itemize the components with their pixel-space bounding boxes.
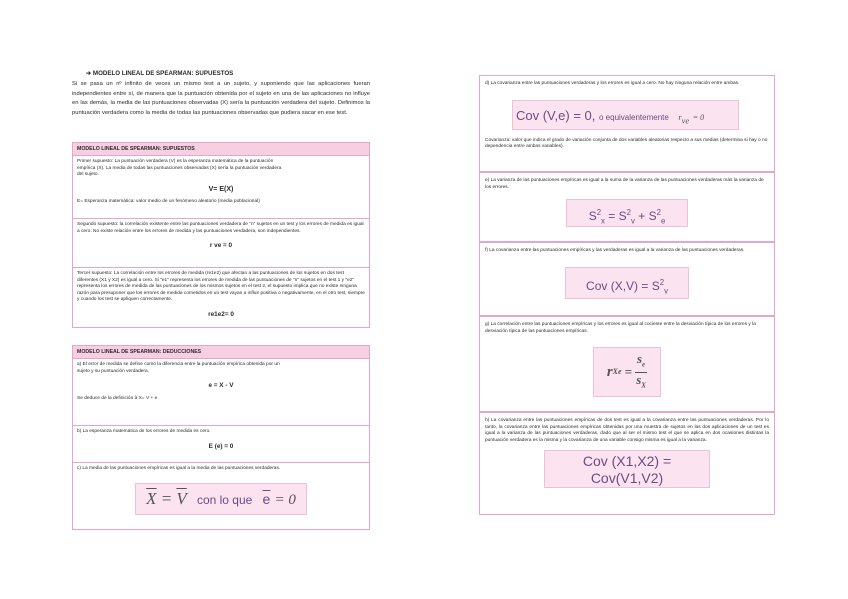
deduccion-f-equation: Cov $(X,V) = S^2_v$ xyxy=(565,267,689,299)
deduccion-c xyxy=(73,463,369,518)
deduccion-e-equation: $S^2_x = S^2_v + S^2_e$ xyxy=(566,199,688,227)
fraction: $\frac{s_e}{s_X}$ xyxy=(636,351,646,390)
deduccion-d-text: d) La covarianza entre las puntuaciones verdaderas y los errores es igual a cero. No hay ninguna relación entre ambas. xyxy=(485,81,740,86)
supuestos-title: MODELO LINEAL DE SPEARMAN: SUPUESTOS xyxy=(73,143,369,156)
supuesto-2 xyxy=(73,219,369,268)
intro-paragraph: Si se pasa un nº infinito de veces un mismo test a un sujeto, y suponiendo que las aplicaciones fueran independientes entre sí, de manera que la puntuación obtenida por el sujeto en una de las aplicaciones no influye en las demás, la media de las puntuaciones observadas (X) sería la puntuación verdadera del sujeto. Definimos la puntuación verdadera como la media de todas las puntuaciones observadas que pudiera sacar en ese test. xyxy=(72,81,370,116)
deduccion-b-text: b) La esperanza matemática de los errores de medida es cero. xyxy=(77,429,211,434)
supuesto-2-formula: r ve = 0 xyxy=(209,242,233,250)
deduccion-e xyxy=(479,172,775,242)
deduccion-g-equation: r Xe = $\frac{s_e}{s_X}$ xyxy=(593,347,661,397)
supuesto-3-text: Tercer supuesto: La correlación entre los errores de medida (re1e2) que afectan a las puntuaciones de los sujetos en dos test diferentes (X1 y X2) es igual a cero. Si "e1" representa los errores de medida de las puntuaciones de "n" sujetos en el test 1 y "e2" representa los errores de medida de las puntuaciones de los mismos sujetos en el test 2, el supuesto implica que no existe ninguna razón para presuponer que los errores de medida cometidos en un test vayan a influir positiva o negativamente, en el otro test, siempre y cuando los test se apliquen correctamente. xyxy=(77,271,365,303)
deduccion-e-text: e) La varianza de las puntuaciones empíricas es igual a la suma de la varianza de las puntuaciones verdaderas más la varianza de los errores. xyxy=(485,178,764,190)
deduccion-c-text: c) La media de las puntuaciones empíricas es igual a la media de las puntuaciones verdaderas. xyxy=(77,466,281,471)
deduccion-h xyxy=(479,412,775,515)
supuesto-1-note: E= Esperanza matemática: valor medio de un fenómeno aleatorio (media poblacional) xyxy=(77,199,260,205)
deduccion-h-equation: Cov (X1,X2) = Cov(V1,V2) xyxy=(544,450,710,488)
deduccion-c-equation: $\overline{X} = \overline{V}$ con lo que $\overline{e} = 0$ xyxy=(135,483,307,515)
deduccion-h-text: h) La covarianza entre las puntuaciones empíricas de dos test es igual a la covarianza entre las puntuaciones verdaderas. Por lo tanto, la covarianza entre las puntuaciones empíricas obtenidas por una muestra de sujetos en las dos aplicaciones de un test es igual a la varianza de las puntuaciones verdaderas, dado que al ser el mismo test el que se aplica en dos ocasiones distintas la puntuación verdadera es la misma y la covarianza de una variable consigo misma es igual a la varianza. xyxy=(485,418,769,443)
deduccion-f xyxy=(479,242,775,316)
supuesto-2-text: Segundo supuesto: la correlación existente entre las puntuaciones verdadera de "n" sujetos en un test y los errores de medida es igual a cero. No existe relación entre los errores de medida y las puntuaciones verdadera, son independientes. xyxy=(77,222,364,234)
heading-text: MODELO LINEAL DE SPEARMAN: SUPUESTOS xyxy=(92,70,234,77)
deducciones-title: MODELO LINEAL DE SPEARMAN: DEDUCCIONES xyxy=(73,346,369,359)
deduccion-a-formula: e = X - V xyxy=(208,382,234,390)
deduccion-g xyxy=(479,316,775,412)
deduccion-d-equation: Cov (V,e) = 0, o equivalentemente $r_{ve} = 0$ xyxy=(512,100,739,130)
section-heading xyxy=(86,70,233,77)
deduccion-b-formula: E (e) = 0 xyxy=(208,442,234,450)
deduccion-a-text: a) El error de medida se define como la diferencia entre la puntuación empírica obtenida por un sujeto y su puntuación verdadera. xyxy=(77,362,280,374)
deduccion-g-text: g) La correlación entre las puntuaciones empíricas y los errores es igual al cociente entre la desviación típica de los errores y la desviación típica de las puntuaciones empíricas. xyxy=(485,322,756,334)
supuesto-3-formula: re1e2= 0 xyxy=(208,310,234,318)
deduccion-d xyxy=(479,75,775,172)
deduccion-a-note: Se deduce de la definición à X= V + e xyxy=(77,395,158,401)
deduccion-d-note: Covarianza: valor que indica el grado de variación conjunta de dos variables aleatorias respecto a sus medias (determina si hay o no dependencia entre ambas variables). xyxy=(485,137,768,150)
supuestos-box xyxy=(72,142,370,328)
supuesto-1 xyxy=(73,156,369,219)
supuesto-3 xyxy=(73,268,369,328)
deducciones-box xyxy=(72,345,370,530)
supuesto-1-formula: V= E(X) xyxy=(208,185,234,193)
deduccion-f-text: f) La covarianza entre las puntuaciones empíricas y las verdaderas es igual a la varianza de las puntuaciones verdaderas. xyxy=(485,248,745,253)
arrow-icon: ➔ xyxy=(86,70,92,77)
deduccion-b xyxy=(73,426,369,463)
supuesto-1-text: Primer supuesto: La puntuación verdadera (V) es la esperanza matemática de la puntuación empírica (X). La media de todas las puntuaciones observadas (X) sería la puntuación verdadera del sujeto. xyxy=(77,159,282,178)
deduccion-a xyxy=(73,359,369,426)
